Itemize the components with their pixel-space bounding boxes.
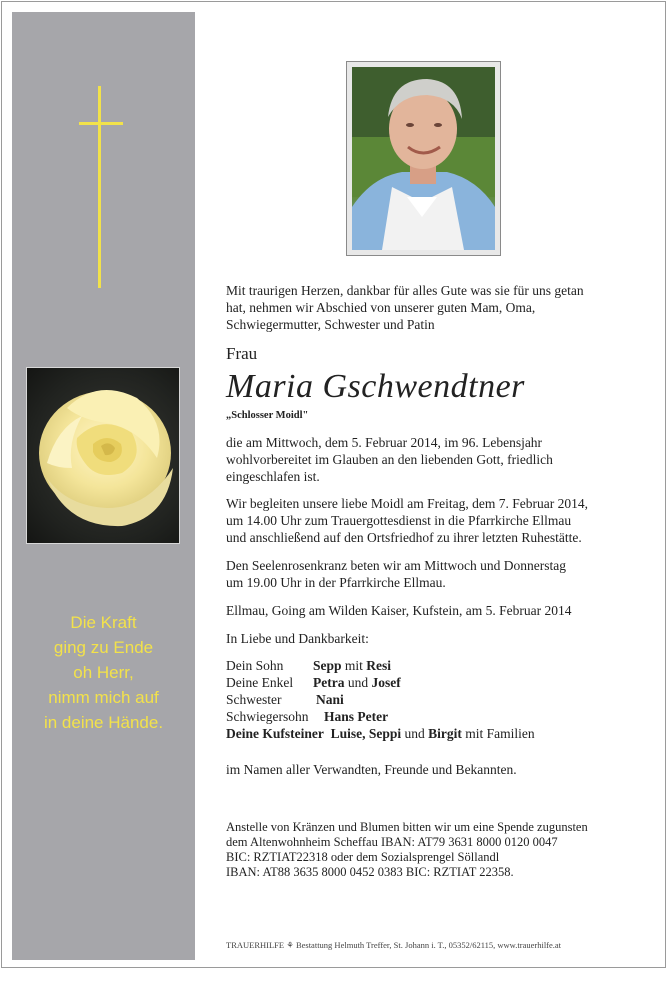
nickname: „Schlosser Moidl" [226, 410, 309, 421]
relatives-line: im Namen aller Verwandten, Freunde und Bekannten. [226, 762, 517, 777]
family-name: Luise, Seppi [330, 726, 402, 741]
family-label: Deine Kufsteiner [226, 726, 324, 741]
family-label: Dein Sohn [226, 658, 284, 673]
intro-paragraph [226, 282, 584, 333]
funeral-line: um 14.00 Uhr zum Trauergottesdienst in die Pfarrkirche Ellmau [226, 513, 572, 528]
family-name: Josef [371, 675, 401, 690]
rose-image [26, 367, 180, 544]
family-name: Sepp [313, 658, 342, 673]
death-paragraph [226, 434, 553, 485]
family-connector: mit Familien [461, 726, 535, 741]
family-name: Nani [316, 692, 344, 707]
donation-line: IBAN: AT88 3635 8000 0452 0383 BIC: RZTIAT 22358. [226, 865, 514, 879]
salutation: Frau [226, 344, 258, 363]
quote-line: nimm mich auf [48, 688, 159, 707]
memorial-quote [12, 610, 195, 735]
family-name: Resi [366, 658, 392, 673]
rosary-line: Den Seelenrosenkranz beten wir am Mittwoch und Donnerstag [226, 558, 567, 573]
love-line: In Liebe und Dankbarkeit: [226, 631, 369, 646]
donation-line: BIC: RZTIAT22318 oder dem Sozialsprengel Söllandl [226, 850, 500, 864]
family-name: Petra [313, 675, 345, 690]
death-line: die am Mittwoch, dem 5. Februar 2014, im 96. Lebensjahr [226, 435, 543, 450]
quote-line: in deine Hände. [43, 713, 164, 732]
cross-icon-bar [79, 122, 123, 125]
cross-icon [98, 86, 101, 288]
quote-line: oh Herr, [73, 663, 134, 682]
quote-line: Die Kraft [70, 613, 137, 632]
place-date: Ellmau, Going am Wilden Kaiser, Kufstein, am 5. Februar 2014 [226, 603, 572, 618]
family-connector: und [401, 726, 429, 741]
funeral-home-footer: TRAUERHILFE ⚘ Bestattung Helmuth Treffer, St. Johann i. T., 05352/62115, www.trauerhilfe.at [226, 940, 562, 950]
funeral-line: Wir begleiten unsere liebe Moidl am Freitag, dem 7. Februar 2014, [226, 496, 588, 511]
family-label: Deine Enkel [226, 675, 294, 690]
family-connector: mit [341, 658, 367, 673]
family-connector: und [344, 675, 372, 690]
family-son-row [226, 658, 391, 674]
rosary-paragraph [226, 557, 566, 591]
family-name: Birgit [428, 726, 462, 741]
deceased-name: Maria Gschwendtner [226, 368, 525, 405]
funeral-paragraph [226, 495, 588, 546]
rosary-line: um 19.00 Uhr in der Pfarrkirche Ellmau. [226, 575, 446, 590]
donation-paragraph [226, 820, 588, 880]
family-son-in-law-row [226, 709, 388, 725]
intro-line: Mit traurigen Herzen, dankbar für alles Gute was sie für uns getan [226, 283, 584, 298]
family-label: Schwiegersohn [226, 709, 309, 724]
donation-line: Anstelle von Kränzen und Blumen bitten wir um eine Spende zugunsten [226, 820, 588, 834]
family-grandchildren-row [226, 675, 401, 691]
family-label: Schwester [226, 692, 282, 707]
death-line: eingeschlafen ist. [226, 469, 320, 484]
family-kufstein-row [226, 726, 535, 742]
family-name: Hans Peter [324, 709, 389, 724]
sidebar-panel [12, 12, 195, 960]
intro-line: hat, nehmen wir Abschied von unserer guten Mam, Oma, [226, 300, 536, 315]
portrait-photo [352, 67, 495, 250]
portrait-frame [346, 61, 501, 256]
donation-line: dem Altenwohnheim Scheffau IBAN: AT79 3631 8000 0120 0047 [226, 835, 558, 849]
quote-line: ging zu Ende [53, 638, 154, 657]
death-line: wohlvorbereitet im Glauben an den liebenden Gott, friedlich [226, 452, 553, 467]
intro-line: Schwiegermutter, Schwester und Patin [226, 317, 435, 332]
family-sister-row [226, 692, 344, 708]
funeral-line: und anschließend auf den Ortsfriedhof zu ihrer letzten Ruhestätte. [226, 530, 582, 545]
